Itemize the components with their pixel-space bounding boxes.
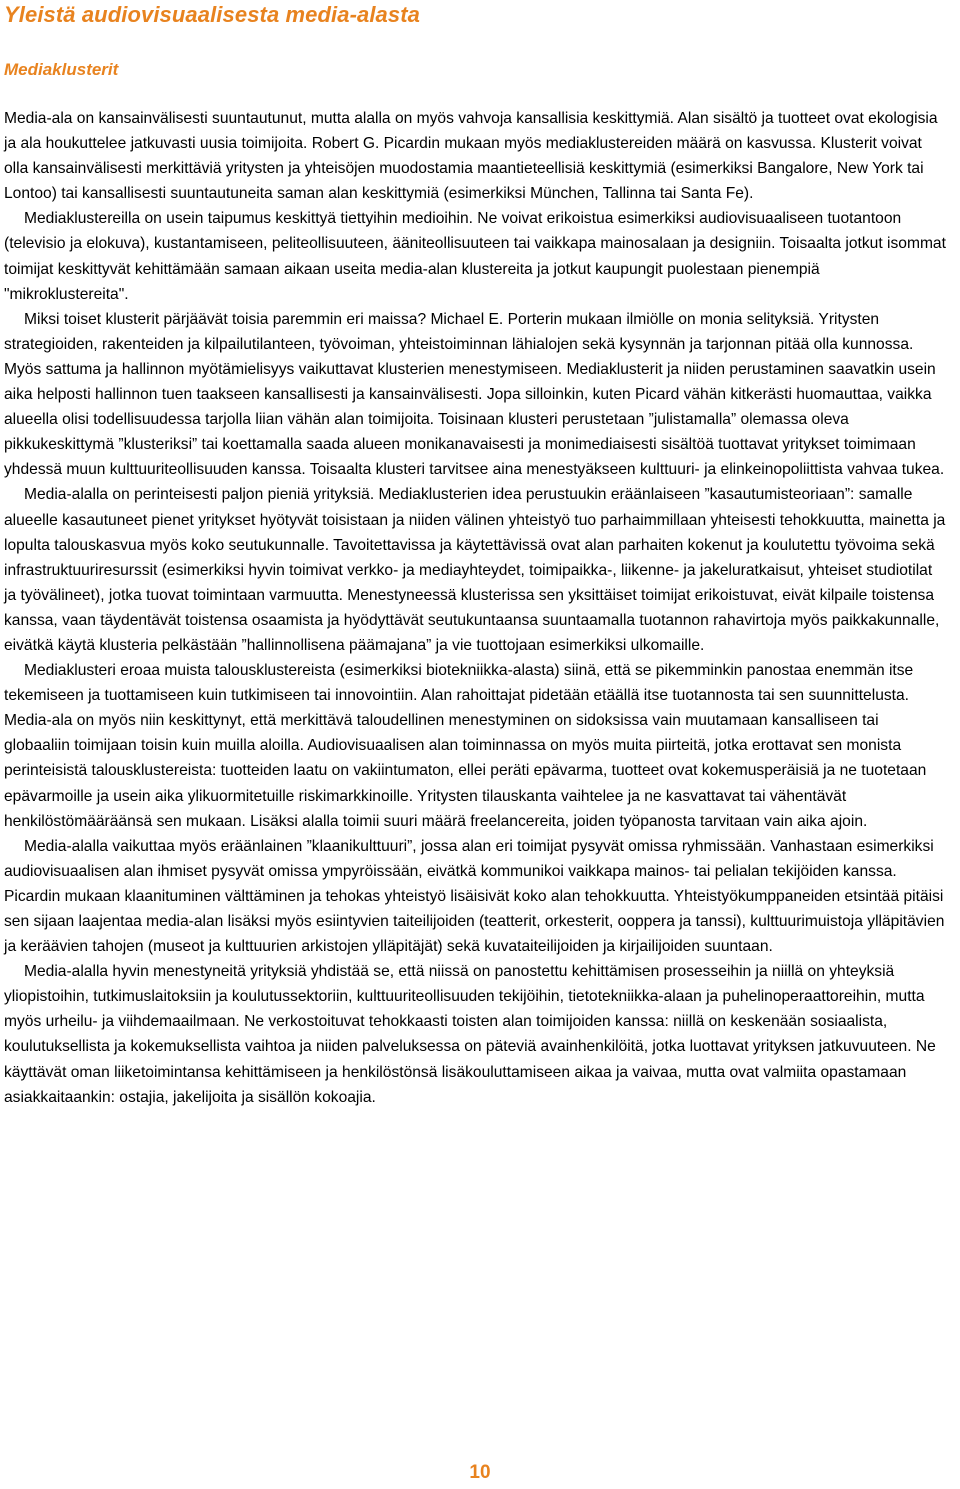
page-number: 10 [469, 1462, 491, 1483]
page-title: Yleistä audiovisuaalisesta media-alasta [4, 2, 420, 27]
section-heading: Mediaklusterit [4, 60, 119, 79]
paragraph-specialization: Mediaklustereilla on usein taipumus keskittyä tiettyihin medioihin. Ne voivat erikoistua esimerkiksi audiovisuaaliseen tuotantoon (televisio ja elokuva), kustantamiseen, peliteollisuuteen, ääniteollisuuteen tai vaikkapa mainosalaan ja designiin. Toisaalta jotkut isommat toimijat keskittyvät kehittämään samaan aikaan useita media-alan klustereita ja jotkut kaupungit puolestaan pienempiä "mikroklustereita". [4, 210, 946, 303]
paragraph-clan-culture: Media-alalla vaikuttaa myös eräänlainen ”klaanikulttuuri”, jossa alan eri toimijat pysyvät omissa ryhmissään. Vanhastaan esimerkiksi audiovisuaalisen alan ihmiset pysyvät omissa ympyröissään, eivätkä kommunikoi vaikkapa mainos- tai pelialan tekijöiden kanssa. Picardin mukaan klaanituminen välttäminen ja tehokas yhteistyö lisäisivät koko alan tehokkuutta. Yhteistyökumppaneiden etsintää pitäisi sen sijaan laajentaa media-alan lisäksi myös esiintyvien taiteilijoiden (teatterit, orkesterit, ooppera ja tanssi), kulttuurimuistoja ylläpitävien ja keräävien tahojen (museot ja kulttuurien arkistojen ylläpitäjät) sekä kuvataiteilijoiden ja kirjailijoiden suuntaan. [4, 837, 945, 956]
paragraph-intro: Media-ala on kansainvälisesti suuntautunut, mutta alalla on myös vahvoja kansallisia keskittymiä. Alan sisältö ja tuotteet ovat ekologisia ja ala houkuttelee jatkuvasti uusia toimijoita. Robert G. Picardin mukaan myös mediaklustereiden määrä on kasvussa. Klusterit voivat olla kansainvälisesti merkittäviä yritysten ja yhteisöjen muodostamia maantieteellisiä keskittymiä (esimerkiksi Bangalore, New York tai Lontoo) tai kansallisesti suuntautuneita saman alan keskittymiä (esimerkiksi München, Tallinna tai Santa Fe). [4, 110, 938, 203]
paragraph-agglomeration: Media-alalla on perinteisesti paljon pieniä yrityksiä. Mediaklusterien idea perustuukin eräänlaiseen ”kasautumisteoriaan”: samalle alueelle kasautuneet pienet yritykset hyötyvät toisistaan ja niiden välinen yhteistyö tuo parhaimmillaan yhteisesti tehokkuutta, mainetta ja lopulta talouskasvua myös koko seutukunnalle. Tavoitettavissa ja käytettävissä ovat alan parhaiten kokenut ja koulutettu työvoima sekä infrastruktuuriresurssit (esimerkiksi hyvin toimivat verkko- ja mediayhteydet, toimipaikka-, liikenne- ja jakeluratkaisut, yhteiset studiotilat ja työvälineet), jotka tuovat toimintaan varmuutta. Menestyneessä klusterissa sen yksittäiset toimijat erikoistuvat, eivät kilpaile toistensa kanssa, vaan täydentävät toistensa osaamista ja hyödyttävät seutukuntaansa suuntaamalla tuotannon rahavirtoja myös paikkakunnalle, eivätkä käytä klusteria pelkästään ”hallinnollisena päämajana” ja vie tuottojaan esimerkiksi ulkomaille. [4, 486, 946, 654]
paragraph-successful-companies: Media-alalla hyvin menestyneitä yrityksiä yhdistää se, että niissä on panostettu kehittämisen prosesseihin ja niillä on yhteyksiä yliopistoihin, tutkimuslaitoksiin ja koulutussektoriin, kulttuuriteollisuuden tekijöihin, tietotekniikka-alaan ja puhelinoperaattoreihin, mutta myös urheilu- ja viihdemaailmaan. Ne verkostoituvat tehokkaasti toisten alan toimijoiden kanssa: niillä on keskenään sosiaalista, koulutuksellista ja kokemuksellista vaihtoa ja niiden palveluksessa on päteviä avainhenkilöitä, jotka luottavat yrityksen jatkuvuuteen. Ne käyttävät oman liiketoimintansa kehittämiseen ja henkilöstönsä lisäkouluttamiseen aikaa ja vaivaa, mutta ovat valmiita opastamaan asiakkaitaankin: ostajia, jakelijoita ja sisällön kokoajia. [4, 963, 936, 1106]
body-text [4, 106, 948, 1110]
paragraph-success-factors: Miksi toiset klusterit pärjäävät toisia paremmin eri maissa? Michael E. Porterin mukaan ilmiölle on monia selityksiä. Yritysten strategioiden, rakenteiden ja kilpailutilanteen, työvoiman, yhteistoiminnan lähialojen sekä kysynnän ja tarjonnan pitää olla kunnossa. Myös sattuma ja hallinnon myötämielisyys vaikuttavat klusterien menestymiseen. Mediaklusterit ja niiden perustaminen saavatkin usein aika helposti hallinnon tuen taakseen kansallisesti ja kansainvälisesti. Jopa silloinkin, kuten Picard vähän kitkerästi huomauttaa, vaikka alueella olisi todellisuudessa tarjolla liian vähän alan toimijoita. Toisinaan klusteri perustetaan ”julistamalla” olemassa oleva pikkukeskittymä ”klusteriksi” tai koettamalla saada alueen monikanavaisesti ja monimediaisesti sisältöä tuottavat yritykset toimimaan yhdessä muun kulttuuriteollisuuden kanssa. Toisaalta klusteri tarvitsee aina menestyäkseen kulttuuri- ja elinkeinopoliittista vahvaa tukea. [4, 310, 945, 479]
paragraph-differences: Mediaklusteri eroaa muista talousklustereista (esimerkiksi biotekniikka-alasta) siinä, että se pikemminkin panostaa enemmän itse tekemiseen ja tuottamiseen kuin tutkimiseen tai innovointiin. Alan rahoittajat pidetään etäällä itse tuotannosta tai sen suunnittelusta. Media-ala on myös niin keskittynyt, että merkittävä taloudellinen menestyminen on sidoksissa vain muutamaan kansalliseen tai globaaliin toimijaan toisin kuin muilla aloilla. Audiovisuaalisen alan toiminnassa on myös muita piirteitä, jotka erottavat sen monista perinteisistä talousklustereista: tuotteiden laatu on vakiintumaton, ellei peräti epävarma, tuotteet ovat kokemusperäisiä ja ne tuotetaan epävarmoille ja usein aika ylikuormitetuille riskimarkkinoille. Yritysten tilauskanta vaihtelee ja ne kasvattavat tai vähentävät henkilöstömääräänsä sen mukaan. Lisäksi alalla toimii suuri määrä freelancereita, joiden työpanosta tarvitaan vain aika ajoin. [4, 662, 927, 830]
